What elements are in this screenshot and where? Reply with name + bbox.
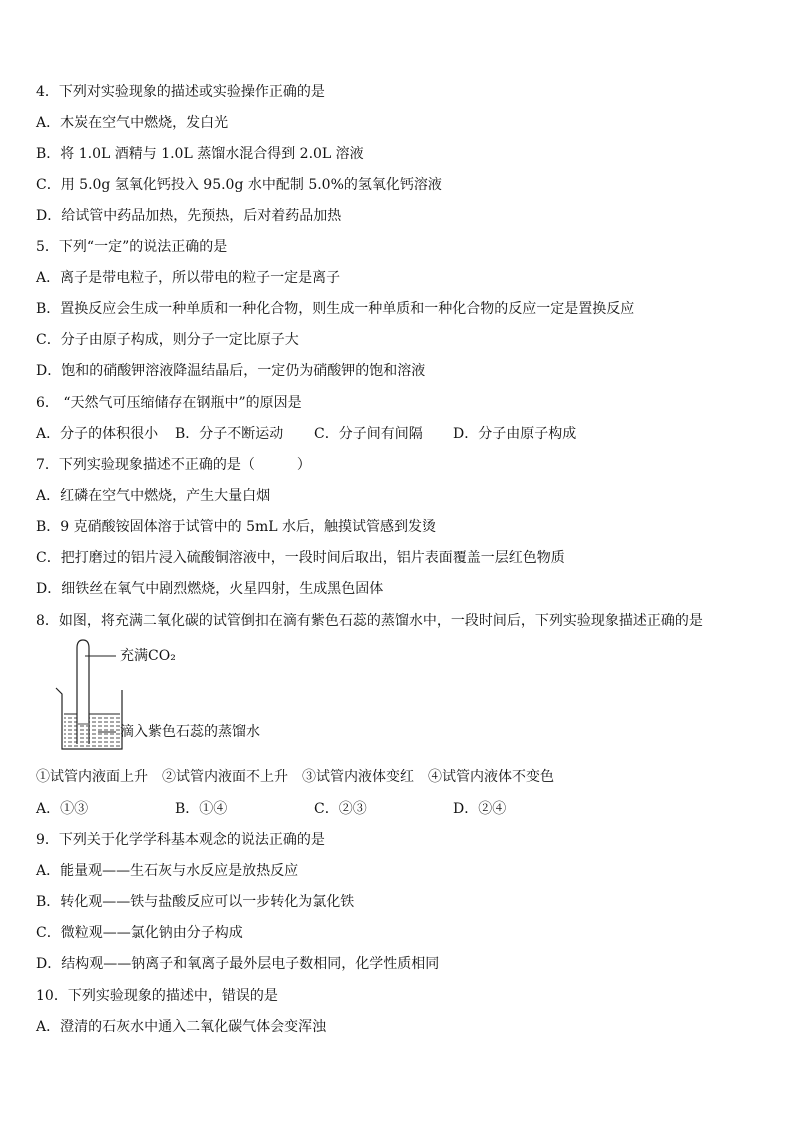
q6-option-b: B．分子不断运动 [175, 426, 284, 442]
q8-option-b: B．①④ [175, 801, 228, 817]
beaker-water [64, 714, 120, 748]
q7-stem: 7．下列实验现象描述不正确的是（ ） [36, 457, 311, 473]
q8-option-a: A．①③ [36, 801, 89, 817]
q7-option-b: B．9 克硝酸铵固体溶于试管中的 5mL 水后，触摸试管感到发烫 [36, 519, 437, 535]
tube-water [78, 724, 88, 744]
q8-statements: ①试管内液面上升 ②试管内液面不上升 ③试管内液体变红 ④试管内液体不变色 [36, 769, 554, 785]
q8-option-d: D．②④ [453, 801, 507, 817]
q9-option-d: D．结构观——钠离子和氧离子最外层电子数相同，化学性质相同 [36, 956, 440, 972]
q4-option-c: C．用 5.0g 氢氧化钙投入 95.0g 水中配制 5.0%的氢氧化钙溶液 [36, 177, 442, 193]
q9-option-a: A．能量观——生石灰与水反应是放热反应 [36, 863, 299, 879]
q4-option-b: B．将 1.0L 酒精与 1.0L 蒸馏水混合得到 2.0L 溶液 [36, 146, 364, 162]
q6-option-c: C．分子间有间隔 [314, 426, 423, 442]
q8-option-c: C．②③ [314, 801, 367, 817]
q5-option-a: A．离子是带电粒子，所以带电的粒子一定是离子 [36, 270, 341, 286]
q5-option-d: D．饱和的硝酸钾溶液降温结晶后，一定仍为硝酸钾的饱和溶液 [36, 363, 426, 379]
q9-option-b: B．转化观——铁与盐酸反应可以一步转化为氯化铁 [36, 894, 355, 910]
q5-option-b: B．置换反应会生成一种单质和一种化合物，则生成一种单质和一种化合物的反应一定是置换反应 [36, 301, 635, 317]
figure-label-water: 滴入紫色石蕊的蒸馏水 [120, 724, 260, 740]
q5-option-c: C．分子由原子构成，则分子一定比原子大 [36, 332, 299, 348]
q10-stem: 10．下列实验现象的描述中，错误的是 [36, 988, 278, 1004]
figure-label-co2: 充满CO₂ [120, 648, 176, 664]
q7-option-c: C．把打磨过的铝片浸入硫酸铜溶液中，一段时间后取出，铝片表面覆盖一层红色物质 [36, 550, 565, 566]
q7-option-d: D．细铁丝在氧气中剧烈燃烧，火星四射，生成黑色固体 [36, 581, 384, 597]
q9-stem: 9．下列关于化学学科基本观念的说法正确的是 [36, 832, 325, 848]
q10-option-a: A．澄清的石灰水中通入二氧化碳气体会变浑浊 [36, 1019, 327, 1035]
q6-option-d: D．分子由原子构成 [453, 426, 577, 442]
q7-option-a: A．红磷在空气中燃烧，产生大量白烟 [36, 488, 271, 504]
q9-option-c: C．微粒观——氯化钠由分子构成 [36, 925, 243, 941]
q6-stem: 6． “天然气可压缩储存在钢瓶中”的原因是 [36, 395, 302, 411]
q4-stem: 4．下列对实验现象的描述或实验操作正确的是 [36, 84, 325, 100]
q6-option-a: A．分子的体积很小 [36, 426, 159, 442]
test-tube-figure [50, 636, 310, 756]
q4-option-d: D．给试管中药品加热，先预热，后对着药品加热 [36, 208, 342, 224]
q4-option-a: A．木炭在空气中燃烧，发白光 [36, 115, 229, 131]
q8-stem: 8．如图，将充满二氧化碳的试管倒扣在滴有紫色石蕊的蒸馏水中，一段时间后，下列实验现象描述正确的是 [36, 613, 703, 629]
q5-stem: 5．下列“一定”的说法正确的是 [36, 239, 228, 255]
